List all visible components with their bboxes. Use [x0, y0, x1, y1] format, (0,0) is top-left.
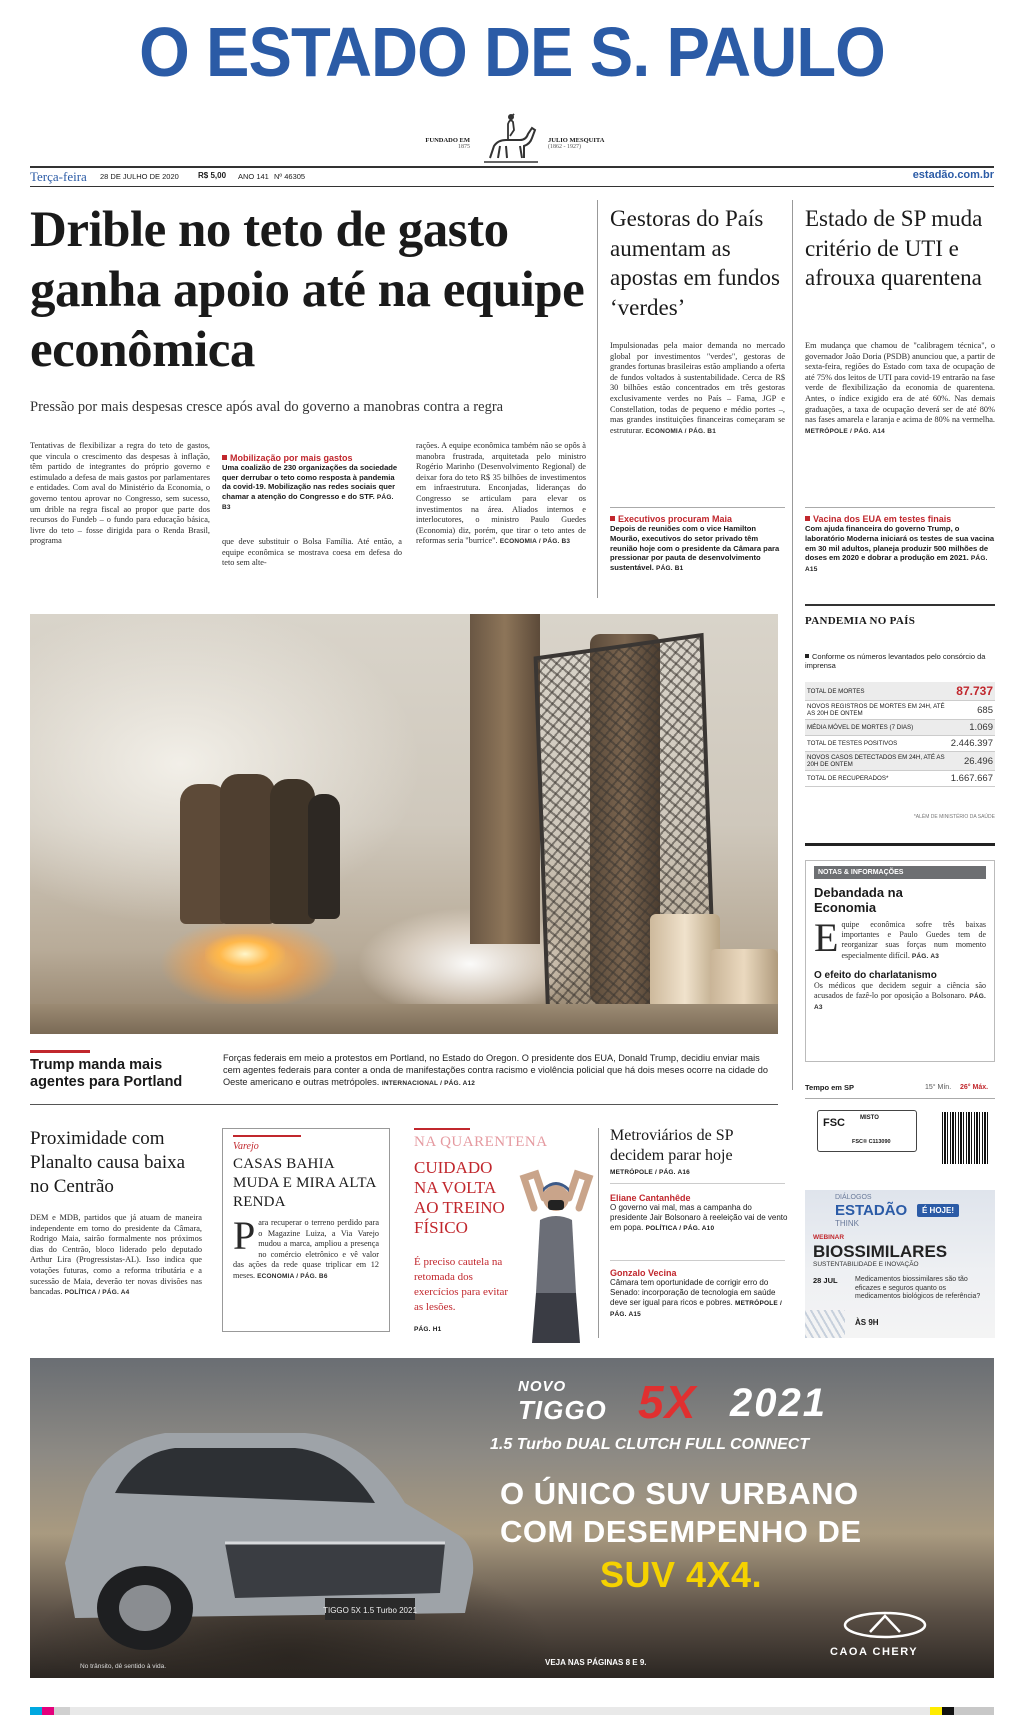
pandemia-intro: Conforme os números levantados pelo consórcio da imprensa: [805, 652, 986, 670]
barcode: [942, 1112, 990, 1164]
portland-photo: [30, 614, 778, 1034]
federal-agents: [180, 774, 350, 934]
athlete-photo: [514, 1168, 599, 1343]
mobilizacao-box[interactable]: [222, 453, 402, 513]
founder-name: JULIO MESQUITA: [548, 137, 605, 144]
print-color-bar: [30, 1707, 994, 1715]
mobilizacao-text: Uma coalizão de 230 organizações da sociedade quer derrubar o teto como resposta à pandemia da covid-19. Mobilização nas redes sociais quer chamar a atenção do Congresso e do STF.: [222, 463, 398, 501]
quarentena-headline[interactable]: CUIDADO NA VOLTA AO TREINO FÍSICO: [414, 1158, 505, 1237]
pandemia-row-value: 26.496: [949, 752, 995, 771]
car-plate: TIGGO 5X 1.5 Turbo 2021: [323, 1606, 417, 1615]
notas-box: [805, 860, 995, 1062]
varejo-text: ara recuperar o terreno perdido para o Magazine Luiza, a Via Varejo mudou a marca, ampliou a presença no comércio eletrônico e vê valor das ações da rede quase triplicar em 12 meses.: [233, 1218, 379, 1280]
car-image: [45, 1393, 485, 1653]
ad-year: 2021: [730, 1381, 827, 1425]
quarentena-box: [404, 1128, 596, 1344]
pandemia-row-value: 1.069: [949, 720, 995, 736]
price: R$ 5,00: [198, 171, 227, 180]
pandemia-row: [805, 752, 995, 771]
sp-ref: METRÓPOLE / PÁG. A14: [805, 427, 885, 435]
fsc-box: [817, 1110, 917, 1152]
tempo-max: 26° Máx.: [960, 1084, 989, 1091]
lead-column-2-text: que deve substituir o Bolsa Família. Até então, a equipe econômica se mostrava coesa em defesa do teto sem alte-: [222, 536, 402, 568]
mobilizacao-head: Mobilização por mais gastos: [222, 453, 402, 463]
notas-item-2: [814, 981, 986, 1014]
pandemia-table: [805, 682, 995, 787]
dialogos-time: ÀS 9H: [855, 1318, 879, 1327]
column-cantanhede[interactable]: [610, 1193, 788, 1234]
pandemia-row-label: NOVOS REGISTROS DE MORTES EM 24H, ATÉ AS 20H DE ONTEM: [805, 701, 949, 720]
year: ANO 141: [238, 172, 269, 181]
varejo-headline[interactable]: CASAS BAHIA MUDA E MIRA ALTA RENDA: [233, 1156, 376, 1210]
notas-item-1: [814, 915, 986, 962]
gestoras-ref: ECONOMIA / PÁG. B1: [645, 427, 717, 435]
vecina-name: Gonzalo Vecina: [610, 1268, 677, 1278]
lead-column-2: [222, 453, 402, 569]
founder-block: [548, 137, 658, 150]
gestoras-headline[interactable]: Gestoras do País aumentam as apostas em fundos ‘verdes’: [610, 206, 780, 320]
vacina-text: Com ajuda financeira do governo Trump, o laboratório Moderna iniciará os testes de sua vacina em 30 mil adultos, planeja produzir 500 milhões de doses em 2020 e dobrar a produção em 2021.: [805, 524, 995, 563]
pandemia-row-label: NOVOS CASOS DETECTADOS EM 24H, ATÉ AS 20H DE ONTEM: [805, 752, 949, 771]
cantanhede-name: Eliane Cantanhêde: [610, 1193, 691, 1203]
tempo-label: Tempo em SP: [805, 1083, 855, 1092]
centrao-headline[interactable]: Proximidade com Planalto causa baixa no Centrão: [30, 1128, 186, 1197]
pandemia-row-label: TOTAL DE MORTES: [805, 682, 949, 701]
pandemia-row-label: TOTAL DE RECUPERADOS*: [805, 771, 949, 787]
dialogos-tagline: SUSTENTABILIDADE E INOVAÇÃO: [813, 1261, 919, 1268]
weekday: Terça-feira: [30, 169, 87, 184]
vecina-ref: METRÓPOLE / PÁG. A15: [610, 1300, 782, 1318]
mobilizacao-ref: PÁG. B3: [222, 493, 394, 512]
varejo-box: [222, 1128, 390, 1332]
dialogos-ad[interactable]: [805, 1190, 995, 1338]
quarentena-ref: PÁG. H1: [414, 1326, 442, 1333]
trump-headline[interactable]: Trump manda mais agentes para Portland: [30, 1057, 183, 1090]
fsc-logo-icon: FSC: [823, 1117, 845, 1129]
ad-pages: VEJA NAS PÁGINAS 8 E 9.: [545, 1658, 647, 1667]
quarentena-kicker: NA QUARENTENA: [414, 1134, 548, 1150]
masthead-title: O ESTADO DE S. PAULO: [139, 13, 885, 91]
vecina-text: Câmara tem oportunidade de corrigir erro do Senado: incorporação de tecnologia em saúde deve ser igual para ricos e pobres.: [610, 1278, 776, 1307]
ad-model-code: 5X: [638, 1376, 697, 1428]
ad-footer: No trânsito, dê sentido à vida.: [80, 1663, 166, 1670]
notas-head-1[interactable]: Debandada na Economia: [814, 885, 903, 915]
trump-caption-text: Forças federais em meio a protestos em Portland, no Estado do Oregon. O presidente dos EUA, Donald Trump, decidiu enviar mais cem agentes federais para conter a onda de manifestações contra racismo e violência policial que há dois meses ocorre na cidade do Oeste americano e outras metrópoles.: [223, 1053, 768, 1087]
varejo-dropcap: P: [233, 1213, 256, 1258]
sp-body: [805, 341, 995, 437]
dialogos-kind: WEBINAR: [813, 1234, 845, 1241]
dialogos-badge: É HOJE!: [917, 1204, 959, 1217]
trump-caption: [223, 1052, 778, 1090]
ad-novo: NOVO: [518, 1378, 567, 1395]
horseman-logo-icon: [480, 110, 542, 168]
tiggo-ad[interactable]: [30, 1358, 994, 1678]
column-vecina[interactable]: [610, 1268, 788, 1320]
notas-ref-1: PÁG. A3: [911, 952, 940, 960]
varejo-body: [233, 1213, 379, 1283]
pandemia-row: [805, 771, 995, 787]
ad-line-1: O ÚNICO SUV URBANO: [500, 1476, 859, 1511]
dialogos-brand: ESTADÃO: [835, 1202, 908, 1219]
lead-column-1: Tentativas de flexibilizar a regra do teto de gastos, que vincula o crescimento das despesas à inflação, têm partido de integrantes do próprio governo e estimulado a defesa de mais gastos por parlamentares e entidades. Com aval do Ministério da Economia, o governo tentou aprovar no Congresso, sem sucesso, um drible na regra fiscal ao propor que parte dos recursos do Fundeb – o fundo para educação básica, livre do teto – fosse dirigida para o Renda Brasil, programa: [30, 441, 210, 546]
gestoras-text: Impulsionadas pela maior demanda no mercado global por investimentos "verdes", gestoras de grandes fortunas brasileiras estão ampliando a oferta de fundos voltados à sustentabilidade. Cerca de R$ 30 bilhões estão concentrados em três gestoras exclusivamente verdes no País – Fama, JGP e Constellation, todas de pequeno e médio portes –, mas grandes instituições financeiras começaram se estruturar.: [610, 341, 785, 435]
sp-headline[interactable]: Estado de SP muda critério de UTI e afrouxa quarentena: [805, 206, 983, 290]
pandemia-row-label: TOTAL DE TESTES POSITIVOS: [805, 736, 949, 752]
executivos-head: Executivos procuram Maia: [610, 514, 785, 524]
notas-text-1: quipe econômica sofre três baixas importantes e Paulo Guedes tem de reorganizar suas forças num momento especialmente difícil.: [841, 920, 986, 960]
pandemia-row: [805, 682, 995, 701]
tempo-min: 15° Mín.: [925, 1084, 952, 1091]
ad-specs: 1.5 Turbo DUAL CLUTCH FULL CONNECT: [490, 1436, 810, 1453]
executivos-box[interactable]: [610, 514, 785, 574]
dialogos-title: BIOSSIMILARES: [813, 1242, 948, 1261]
issue-number: Nº 46305: [274, 172, 306, 181]
dialogos-question: Medicamentos biossimilares são tão eficazes e seguros quanto os medicamentos biológicos de referência?: [855, 1276, 981, 1300]
notas-ref-2: PÁG. A3: [814, 993, 987, 1012]
pandemia-row-value: 1.667.667: [949, 771, 995, 787]
cantanhede-ref: POLÍTICA / PÁG. A10: [645, 1225, 715, 1232]
varejo-ref: ECONOMIA / PÁG. B6: [257, 1272, 328, 1280]
lead-ref: ECONOMIA / PÁG. B3: [499, 538, 571, 546]
lead-headline[interactable]: Drible no teto de gasto ganha apoio até na equipe econômica: [30, 202, 585, 378]
founded-label: FUNDADO EM: [425, 137, 470, 144]
pandemia-row-value: 685: [949, 701, 995, 720]
pandemia-row-value: 87.737: [949, 682, 995, 701]
executivos-ref: PÁG. B1: [656, 565, 684, 573]
centrao-ref: POLÍTICA / PÁG. A4: [64, 1289, 130, 1297]
pandemia-row: [805, 720, 995, 736]
vacina-ref: PÁG. A15: [805, 555, 988, 574]
pandemia-row-value: 2.446.397: [949, 736, 995, 752]
executivos-text: Depois de reuniões com o vice Hamilton Mourão, executivos do setor privado têm reunião hoje com o presidente da Câmara para pressionar por pauta de desenvolvimento sustentável.: [610, 524, 780, 573]
ad-line-3: SUV 4X4.: [600, 1554, 763, 1595]
fsc-label: MISTO: [860, 1115, 879, 1121]
lead-column-3-text: rações. A equipe econômica também não se opôs à manobra frustrada, arquitetada pelo ministro Rogério Marinho (Desenvolvimento Regional) de deixar fora do teto R$ 35 bilhões de investimentos em infraestrutura. Enconjadas, lideranças do Congresso se articulam para elevar os investimentos na área. Aliados internos e interlocutores, o ministro Paulo Guedes (Economia) diz, porém, que tirar o teto antes de reformas seria "burrice".: [416, 441, 586, 546]
ad-line-2: COM DESEMPENHO DE: [500, 1514, 862, 1549]
vacina-box[interactable]: [805, 514, 995, 575]
cantanhede-text: O governo vai mal, mas a campanha do presidente Jair Bolsonaro à reeleição vai de vento em popa.: [610, 1203, 788, 1232]
notas-banner: NOTAS & INFORMAÇÕES: [814, 866, 986, 879]
varejo-kicker: Varejo: [233, 1141, 259, 1152]
pandemia-footnote: *ALÉM DE MINISTÉRIO DA SAÚDE: [913, 814, 995, 820]
dialogos-date: 28 JUL: [813, 1276, 838, 1285]
notas-text-2: Os médicos que decidem seguir a ciência são acusados de fazê-lo por oposição a Bolsonaro.: [814, 980, 986, 1001]
gestoras-body: [610, 341, 785, 437]
founded-year: 1875: [458, 144, 470, 150]
notas-dropcap: E: [814, 915, 839, 960]
vacina-head: Vacina dos EUA em testes finais: [805, 514, 995, 524]
chery-logo-icon: [840, 1610, 930, 1640]
sp-text: Em mudança que chamou de "calibragem técnica", o governador João Doria (PSDB) anunciou que, a partir de sexta-feira, regiões do Estado com taxa de ocupação de até 75% dos leitos de UTI para covid-19 entrarão na fase verde de flexibilização da economia de quarentena. Antes, o índice exigido era de até 60%. Nas demais graduações, a taxa de ocupação deverá ser de até 80% nas fases amarela e laranja e acima de 80% na vermelha.: [805, 341, 995, 425]
ad-brand: CAOA CHERY: [830, 1646, 919, 1658]
pandemia-row: [805, 701, 995, 720]
pandemia-title: PANDEMIA NO PAÍS: [805, 615, 916, 627]
dialogos-top: DIÁLOGOS: [835, 1194, 872, 1201]
pandemia-row-label: MÉDIA MÓVEL DE MORTES (7 DIAS): [805, 720, 949, 736]
issue-date: 28 DE JULHO DE 2020: [100, 172, 179, 181]
dateline: [30, 169, 994, 185]
centrao-text: DEM e MDB, partidos que já atuam de maneira independente em torno do presidente da Câmara, Rodrigo Maia, sairão formalmente nos próximos dias do Centrão, bloco liderado pelo deputado Arthur Lira (Progressistas-AL). Isso indica que votações futuras, como a reforma tributária e a sucessão de Maia, deverão ter novas divisões nas bancadas.: [30, 1213, 202, 1297]
founder-years: (1862 - 1927): [548, 144, 581, 150]
site-link[interactable]: estadão.com.br: [912, 169, 994, 181]
trump-ref: INTERNACIONAL / PÁG. A12: [381, 1080, 476, 1087]
founded-block: [400, 137, 470, 150]
metro-ref: METRÓPOLE / PÁG. A16: [610, 1169, 690, 1176]
centrao-body: [30, 1213, 202, 1299]
pandemia-row: [805, 736, 995, 752]
lead-subhead: Pressão por mais despesas cresce após aval do governo a manobras contra a regra: [30, 399, 504, 415]
quarentena-text: É preciso cautela na retomada dos exercícios para evitar as lesões.: [414, 1256, 509, 1313]
metro-headline[interactable]: Metroviários de SP decidem parar hoje: [610, 1127, 733, 1164]
lead-column-3: [416, 441, 586, 548]
notas-head-2[interactable]: O efeito do charlatanismo: [814, 969, 937, 981]
ad-model: TIGGO: [518, 1395, 607, 1425]
dialogos-sub: THINK: [835, 1219, 859, 1228]
fsc-code: FSC® C113090: [852, 1139, 891, 1145]
